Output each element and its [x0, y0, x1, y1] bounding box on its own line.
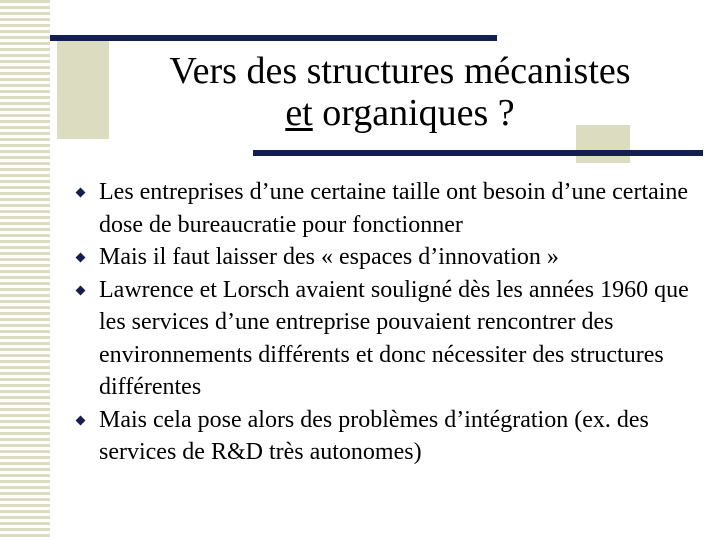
bullet-text: Mais cela pose alors des problèmes d’intégration (ex. des services de R&D très autonomes)	[99, 406, 649, 465]
slide-title-line1: Vers des structures mécanistes	[169, 50, 631, 92]
slide-title-underlined-word: et	[285, 92, 313, 134]
diamond-bullet-icon	[76, 188, 86, 198]
bullet-text: Mais il faut laisser des « espaces d’innovation »	[99, 244, 559, 270]
bullet-item	[72, 274, 692, 404]
diamond-bullet-icon	[76, 415, 86, 425]
diamond-bullet-icon	[76, 285, 86, 295]
bullet-text: Les entreprises d’une certaine taille ont besoin d’une certaine dose de bureaucratie pour fonctionner	[99, 179, 689, 238]
bullet-item	[72, 241, 692, 274]
decorative-block-left	[57, 39, 109, 139]
bullet-item	[72, 404, 692, 469]
title-rule-top	[50, 35, 497, 41]
bullet-text: Lawrence et Lorsch avaient souligné dès les années 1960 que les services d’une entreprise pouvaient rencontrer des environnements différents et donc nécessiter des structures différentes	[99, 276, 689, 400]
slide-title	[115, 50, 685, 134]
striped-margin-decoration	[0, 0, 50, 540]
bullet-list	[72, 176, 692, 469]
bullet-item	[72, 176, 692, 241]
diamond-bullet-icon	[76, 253, 86, 263]
slide-title-line2-rest: organiques ?	[312, 92, 515, 134]
title-rule-bottom	[253, 150, 703, 156]
